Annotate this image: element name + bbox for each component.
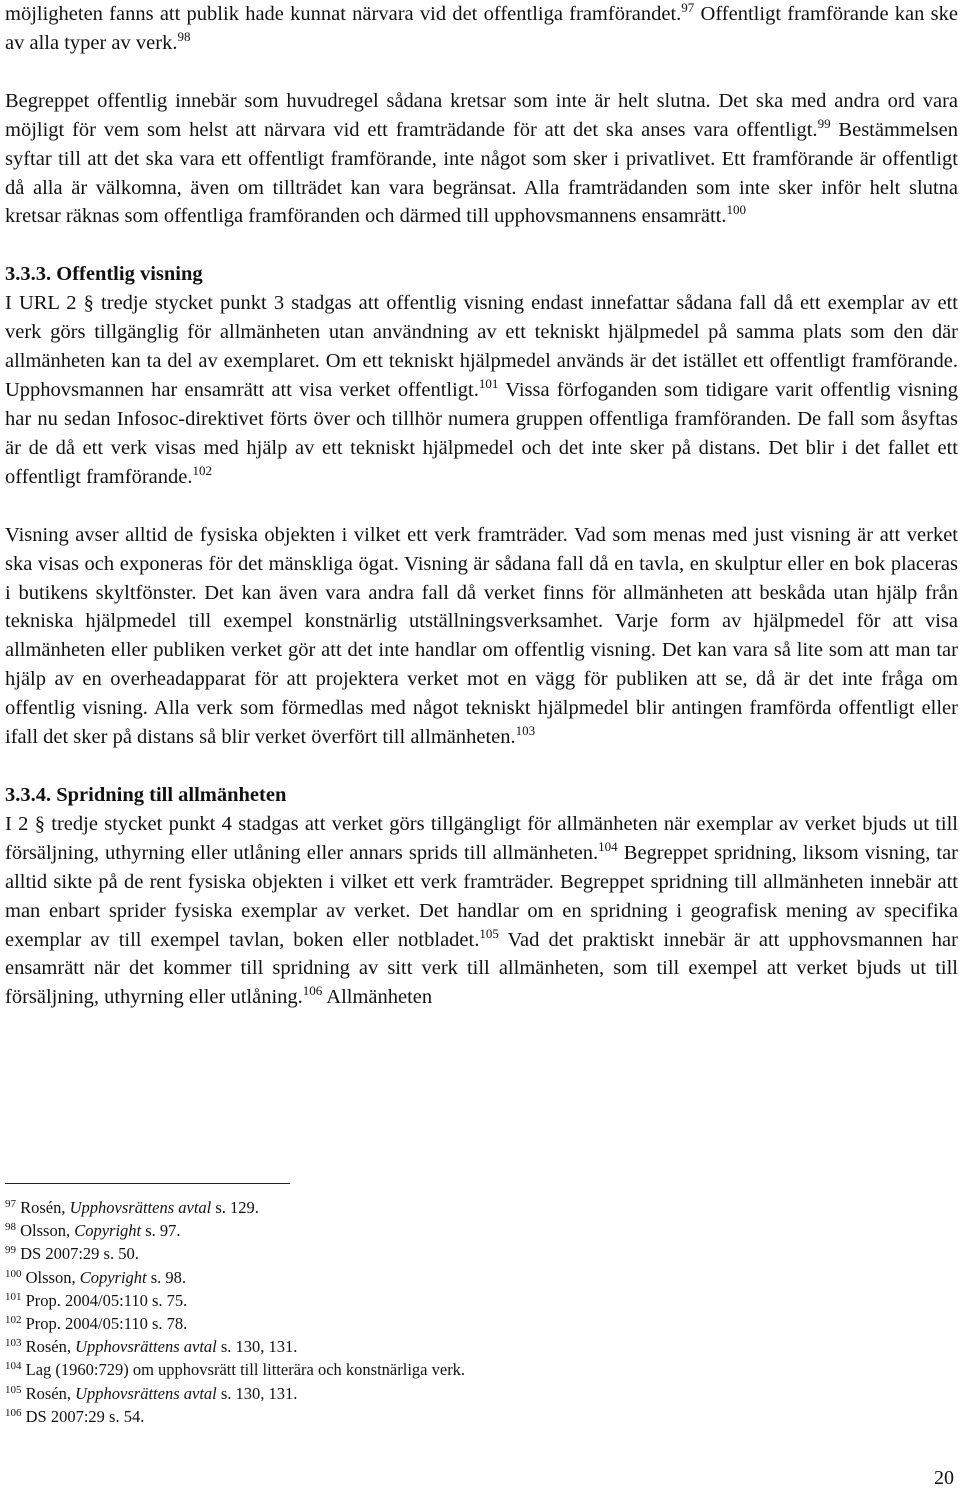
footnote-102 bbox=[5, 1312, 905, 1335]
spacer bbox=[5, 231, 958, 260]
footnote-title: Upphovsrättens avtal bbox=[69, 1198, 212, 1217]
footnote-98 bbox=[5, 1219, 905, 1242]
paragraph-visning-1 bbox=[5, 289, 958, 491]
footnote-ref-106[interactable]: 106 bbox=[302, 983, 323, 999]
footnote-ref-105[interactable]: 105 bbox=[479, 925, 499, 941]
section-heading-333: 3.3.3. Offentlig visning bbox=[5, 263, 203, 286]
footnote-104 bbox=[5, 1358, 905, 1381]
footnote-text: Rosén, bbox=[20, 1198, 70, 1217]
spacer bbox=[5, 58, 958, 87]
footnote-number: 103 bbox=[5, 1337, 22, 1350]
footnote-text: Rosén, bbox=[25, 1383, 76, 1403]
paragraph-offentlig bbox=[5, 87, 958, 232]
paragraph-visning-2 bbox=[5, 521, 958, 752]
footnote-title: Copyright bbox=[74, 1221, 142, 1241]
footnote-106 bbox=[5, 1405, 905, 1428]
footnote-ref-104[interactable]: 104 bbox=[598, 839, 618, 855]
footnote-text: s. 98. bbox=[146, 1267, 187, 1287]
footnote-text: DS 2007:29 s. 54. bbox=[25, 1406, 145, 1426]
text: Bestämmelsen syftar till att det ska vara ett offentligt framförande, inte något som sker i privatlivet. Ett framförande är offentligt då alla är välkomna, även om tillträdet kan vara begränsat. Alla framträdanden som inte sker inför helt slutna kretsar räknas som offentliga framföranden och därmed till upphovsmannens ensamrätt. bbox=[5, 118, 958, 228]
footnote-97 bbox=[5, 1196, 905, 1219]
footnote-text: Prop. 2004/05:110 s. 78. bbox=[25, 1314, 188, 1334]
footnote-ref-103[interactable]: 103 bbox=[515, 723, 536, 739]
text: Offentligt framförande kan ske av alla typer av verk. bbox=[5, 3, 958, 54]
footnote-number: 99 bbox=[5, 1244, 16, 1257]
footnote-text: Prop. 2004/05:110 s. 75. bbox=[25, 1290, 188, 1310]
footnote-text: Rosén, bbox=[25, 1337, 76, 1357]
footnote-number: 105 bbox=[5, 1383, 22, 1396]
footnote-title: Copyright bbox=[79, 1267, 147, 1287]
footnote-number: 102 bbox=[5, 1313, 22, 1326]
page-number: 20 bbox=[934, 1467, 954, 1489]
footnote-ref-102[interactable]: 102 bbox=[192, 462, 212, 478]
text: Begreppet offentlig innebär som huvudregel sådana kretsar som inte är helt slutna. Det ska med andra ord vara möjligt för vem som helst att närvara vid ett framträdande för att det ska anses vara offentligt. bbox=[5, 89, 958, 141]
text: Vad det praktiskt innebär är att upphovsmannen har ensamrätt när det kommer till spridning av sitt verk till allmänheten, som till exempel att verket bjuds ut till försäljning, uthyrning eller utlåning. bbox=[5, 928, 958, 1009]
text: Visning avser alltid de fysiska objekten i vilket ett verk framträder. Vad som menas med just visning är att verket ska visas och exponeras för det mänskliga ögat. Visning är sådana fall då en tavla, en skulptur eller en bok placeras i butikens skyltfönster. Det kan även vara andra fall då verket finns för allmänheten att beskåda utan hjälp från tekniska hjälpmedel till exempel konstnärlig utställningsverksamhet. Varje form av hjälpmedel för att visa allmänheten eller publiken verket gör att det inte handlar om offentlig visning. Det kan vara så lite som att man tar hjälp av en overheadapparat för att projektera verket mot en vägg för publiken att se, då är det inte fråga om offentlig visning. Alla verk som förmedlas med något tekniskt hjälpmedel blir antingen framförda offentligt eller ifall det sker på distans så blir verket överfört till allmänheten. bbox=[5, 523, 958, 749]
footnote-101 bbox=[5, 1289, 905, 1312]
paragraph-spridning bbox=[5, 810, 958, 1012]
footnote-text: s. 130, 131. bbox=[216, 1337, 298, 1357]
footnote-number: 104 bbox=[5, 1360, 22, 1373]
footnote-text: DS 2007:29 s. 50. bbox=[20, 1244, 139, 1264]
footnote-number: 106 bbox=[5, 1406, 22, 1419]
footnote-text: s. 130, 131. bbox=[216, 1383, 298, 1403]
paragraph-intro bbox=[5, 0, 958, 58]
text: möjligheten fanns att publik hade kunnat närvara vid det offentliga framförandet. bbox=[5, 3, 682, 25]
footnote-103 bbox=[5, 1335, 905, 1358]
footnote-number: 98 bbox=[5, 1221, 16, 1234]
footnote-ref-98[interactable]: 98 bbox=[177, 29, 191, 45]
footnote-100 bbox=[5, 1266, 905, 1289]
section-heading-334: 3.3.4. Spridning till allmänheten bbox=[5, 783, 287, 806]
spacer bbox=[5, 752, 958, 781]
footnote-text: Lag (1960:729) om upphovsrätt till litterära och konstnärliga verk. bbox=[25, 1360, 466, 1380]
footnote-ref-97[interactable]: 97 bbox=[681, 0, 695, 16]
footnote-title: Upphovsrättens avtal bbox=[75, 1383, 217, 1403]
footnote-number: 100 bbox=[5, 1267, 22, 1280]
footnote-title: Upphovsrättens avtal bbox=[75, 1337, 217, 1357]
footnote-99 bbox=[5, 1242, 905, 1265]
footnote-text: Olsson, bbox=[25, 1267, 80, 1287]
spacer bbox=[5, 492, 958, 521]
footnote-number: 97 bbox=[5, 1197, 16, 1210]
footnote-text: s. 129. bbox=[211, 1198, 259, 1217]
footnote-number: 101 bbox=[5, 1290, 22, 1303]
page-body bbox=[5, 0, 958, 1012]
footnote-text: Olsson, bbox=[20, 1221, 75, 1241]
footnote-ref-100[interactable]: 100 bbox=[726, 202, 746, 218]
footnote-divider bbox=[5, 1183, 290, 1184]
footnote-text: s. 97. bbox=[141, 1221, 181, 1241]
footnote-ref-99[interactable]: 99 bbox=[817, 115, 831, 131]
text: I URL 2 § tredje stycket punkt 3 stadgas att offentlig visning endast innefattar sådana fall då ett exemplar av ett verk görs tillgänglig för allmänheten utan användning av ett tekniskt hjälpmedel på samma plats som den där allmänheten kan ta del av exemplaret. Om ett tekniskt hjälpmedel används är det istället ett offentligt framförande. Upphovsmannen har ensamrätt att visa verket offentligt. bbox=[5, 292, 958, 402]
footnotes bbox=[5, 1196, 905, 1428]
text: Vissa förfoganden som tidigare varit offentlig visning har nu sedan Infosoc-direktivet förts över och tillhör numera gruppen offentliga framföranden. De fall som åsyftas är de då ett verk visas med hjälp av ett tekniskt hjälpmedel och det inte sker på distans. Det blir i det fallet ett offentligt framförande. bbox=[5, 379, 958, 488]
text: Allmänheten bbox=[322, 986, 433, 1009]
footnote-105 bbox=[5, 1382, 905, 1405]
footnote-ref-101[interactable]: 101 bbox=[478, 376, 499, 392]
text: I 2 § tredje stycket punkt 4 stadgas att verket görs tillgängligt för allmänheten när exemplar av verket bjuds ut till försäljning, uthyrning eller utlåning eller annars sprids till allmänheten. bbox=[5, 812, 958, 864]
text: Begreppet spridning, liksom visning, tar alltid sikte på de rent fysiska objekten i vilket ett verk framträder. Begreppet spridning till allmänheten innebär att man enbart sprider fysiska exemplar av verket. Det handlar om en spridning i geografisk mening av specifika exemplar av till exempel tavlan, boken eller notbladet. bbox=[5, 841, 958, 951]
